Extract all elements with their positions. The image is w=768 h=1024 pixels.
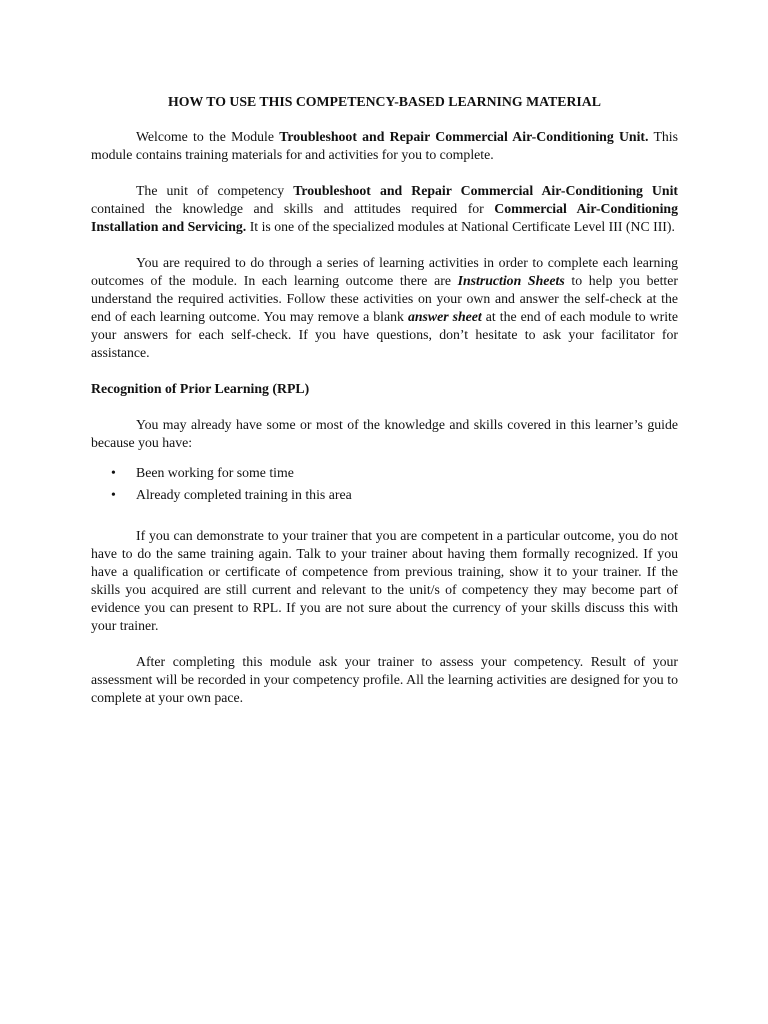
section-heading-rpl: Recognition of Prior Learning (RPL) bbox=[91, 381, 310, 396]
paragraph-text: at the end of each module to write your answers for each self-check. If you have questions, don’t hesitate to ask your facilitator for assistance. bbox=[91, 309, 678, 360]
bullet-list bbox=[91, 464, 678, 504]
paragraph-learning-activities bbox=[91, 254, 678, 362]
list-item bbox=[91, 486, 678, 504]
paragraph-text: Welcome to the Module bbox=[136, 129, 280, 144]
paragraph-text: You are required to do through a series of learning activities in order to complete each learning outcomes of the module. In each learning outcome there are bbox=[91, 255, 678, 288]
paragraph-prior-knowledge: You may already have some or most of the knowledge and skills covered in this learner’s guide because you have: bbox=[91, 417, 678, 450]
paragraph-text: It is one of the specialized modules at National Certificate Level III (NC III). bbox=[246, 219, 675, 234]
list-item-text: Already completed training in this area bbox=[136, 487, 352, 502]
bullet-icon: • bbox=[111, 487, 116, 502]
paragraph-welcome bbox=[91, 128, 678, 164]
module-name-bold: Troubleshoot and Repair Commercial Air-Conditioning Unit. bbox=[279, 129, 649, 144]
instruction-sheets-emphasis: Instruction Sheets bbox=[457, 273, 565, 288]
paragraph-demonstrate-competence: If you can demonstrate to your trainer that you are competent in a particular outcome, you do not have to do the same training again. Talk to your trainer about having them formally recognized. If you have a qualification or certificate of competence from previous training, show it to your trainer. If the skills you acquired are still current and relevant to the unit/s of competency they may become part of evidence you can present to RPL. If you are not sure about the currency of your skills discuss this with your trainer. bbox=[91, 528, 678, 633]
paragraph-text: The unit of competency bbox=[136, 183, 294, 198]
list-item-text: Been working for some time bbox=[136, 465, 294, 480]
paragraph-text: contained the knowledge and skills and attitudes required for bbox=[91, 201, 495, 216]
answer-sheet-emphasis: answer sheet bbox=[407, 309, 482, 324]
paragraph-unit-of-competency bbox=[91, 182, 678, 236]
unit-name-bold: Troubleshoot and Repair Commercial Air-Conditioning Unit bbox=[293, 183, 678, 198]
page-title: HOW TO USE THIS COMPETENCY-BASED LEARNING MATERIAL bbox=[168, 94, 601, 109]
paragraph-text: This module contains training materials for and activities for you to complete. bbox=[91, 129, 679, 162]
qualification-name-bold: Commercial Air-Conditioning Installation and Servicing. bbox=[91, 201, 679, 234]
list-item bbox=[91, 464, 678, 482]
paragraph-text: to help you better understand the required activities. Follow these activities on your own and answer the self-check at the end of each learning outcome. You may remove a blank bbox=[91, 273, 678, 324]
bullet-icon: • bbox=[111, 465, 116, 480]
paragraph-assessment: After completing this module ask your trainer to assess your competency. Result of your assessment will be recorded in your competency profile. All the learning activities are designed for you to complete at your own pace. bbox=[91, 654, 678, 705]
